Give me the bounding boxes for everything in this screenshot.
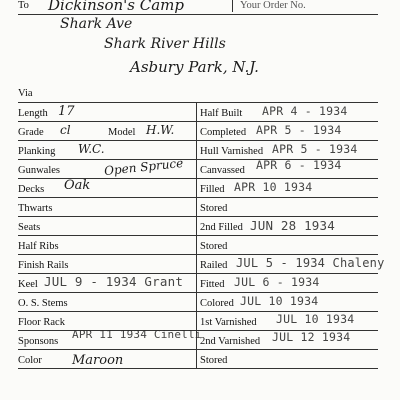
row-rule [18,254,378,255]
planking-label: Planking [18,146,56,157]
first-varnished-label: 1st Varnished [200,317,257,328]
length-value: 17 [58,104,75,119]
floor-rack-label: Floor Rack [18,317,65,328]
hull-varnished-stamp: APR 5 - 1934 [272,142,358,156]
grade-value: cl [60,123,71,137]
thwarts-label: Thwarts [18,203,53,214]
colored-label: Colored [200,298,234,309]
railed-label: Railed [200,260,228,271]
decks-value: Oak [64,178,91,193]
address-line-4: Asbury Park, N.J. [130,58,259,76]
row-rule [18,235,378,236]
address-line-2: Shark Ave [60,16,133,32]
second-varnished-label: 2nd Varnished [200,336,261,347]
filled-label: Filled [200,184,225,195]
row-rule [18,292,378,293]
half-built-label: Half Built [200,108,243,119]
second-varnished-stamp: JUL 12 1934 [272,330,351,344]
second-filled-stamp: JUN 28 1934 [250,218,335,233]
decks-label: Decks [18,184,45,195]
row-rule [18,197,378,198]
color-value: Maroon [72,353,124,368]
row-rule [18,121,378,122]
sponsons-label: Sponsons [18,336,59,347]
row-rule [18,140,378,141]
os-stems-label: O. S. Stems [18,298,68,309]
stored-label-1: Stored [200,203,228,214]
model-label: Model [108,127,136,138]
canvassed-stamp: APR 6 - 1934 [256,158,342,172]
colored-stamp: JUL 10 1934 [240,294,319,308]
stored-label-2: Stored [200,241,228,252]
row-rule [18,349,378,350]
via-rule [18,102,378,103]
row-rule [18,216,378,217]
keel-stamp: JUL 9 - 1934 Grant [44,274,184,289]
header-rule [18,14,378,15]
row-rule [18,368,378,369]
gunwales-value: Open Spruce [103,155,184,179]
via-label: Via [18,88,33,99]
order-number-label: Your Order No. [240,0,306,11]
half-built-stamp: APR 4 - 1934 [262,104,348,118]
header-divider [232,0,233,12]
finish-rails-label: Finish Rails [18,260,69,271]
half-ribs-label: Half Ribs [18,241,59,252]
color-label: Color [18,355,42,366]
keel-label: Keel [18,279,38,290]
second-filled-label: 2nd Filled [200,222,243,233]
address-line-3: Shark River Hills [104,36,226,52]
completed-stamp: APR 5 - 1934 [256,123,342,137]
stored-label-3: Stored [200,355,228,366]
sponsons-stamp: APR 11 1934 Cinelli [72,328,202,341]
model-value: H.W. [146,123,175,137]
address-line-1: Dickinson's Camp [48,0,184,14]
to-label: To [18,0,29,11]
grade-label: Grade [18,127,44,138]
hull-varnished-label: Hull Varnished [200,146,264,157]
fitted-label: Fitted [200,279,225,290]
canvassed-label: Canvassed [200,165,245,176]
railed-stamp: JUL 5 - 1934 Chaleny [236,256,385,270]
gunwales-label: Gunwales [18,165,60,176]
fitted-stamp: JUL 6 - 1934 [234,275,320,289]
first-varnished-stamp: JUL 10 1934 [276,312,355,326]
completed-label: Completed [200,127,247,138]
planking-value: W.C. [78,142,105,156]
length-label: Length [18,108,48,119]
filled-stamp: APR 10 1934 [234,180,313,194]
seats-label: Seats [18,222,41,233]
